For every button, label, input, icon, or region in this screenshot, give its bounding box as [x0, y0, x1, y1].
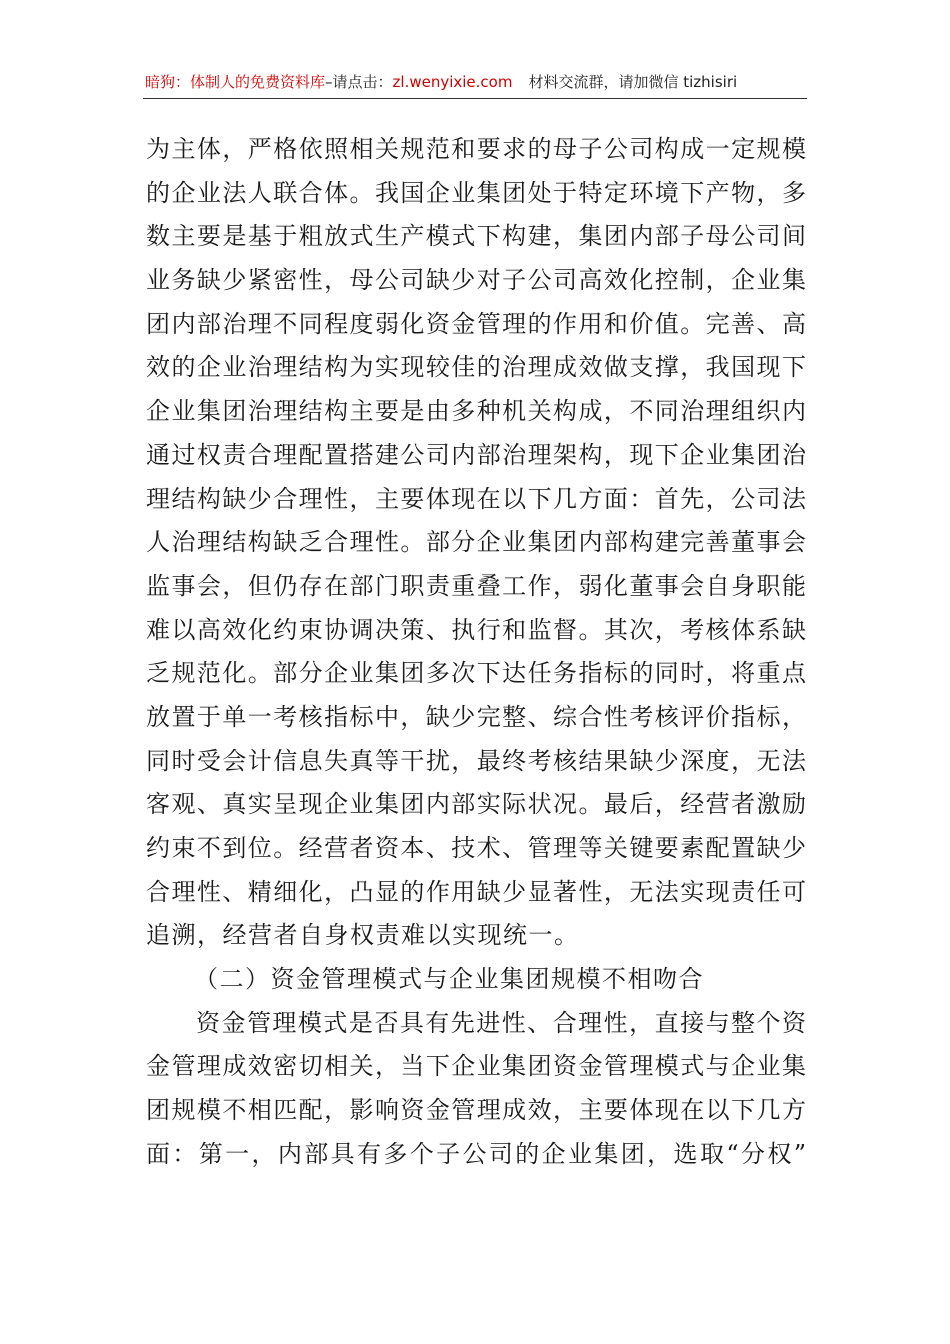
site-name: 暗狗：体制人的免费资料库	[145, 73, 326, 91]
body-line: 乏规范化。部分企业集团多次下达任务指标的同时，将重点	[146, 659, 806, 688]
body-line: 放置于单一考核指标中，缺少完整、综合性考核评价指标，	[146, 702, 806, 731]
click-prompt: –请点击：	[325, 73, 393, 91]
body-line: 同时受会计信息失真等干扰，最终考核结果缺少深度，无法	[146, 746, 806, 775]
body-line: 追溯，经营者自身权责难以实现统一。	[146, 921, 580, 950]
body-line: 客观、真实呈现企业集团内部实际状况。最后，经营者激励	[146, 790, 806, 819]
site-url-link[interactable]: zl.wenyixie.com	[392, 73, 513, 91]
wechat-note: 材料交流群，请加微信 tizhisiri	[528, 73, 738, 91]
document-body	[146, 128, 806, 1177]
section-heading: （二）资金管理模式与企业集团规模不相吻合	[194, 965, 704, 994]
body-line: 监事会，但仍存在部门职责重叠工作，弱化董事会自身职能	[146, 571, 806, 600]
body-line: 资金管理模式是否具有先进性、合理性，直接与整个资	[196, 1008, 806, 1037]
body-line: 合理性、精细化，凸显的作用缺少显著性，无法实现责任可	[146, 877, 806, 906]
page-header	[145, 68, 805, 96]
body-line: 通过权责合理配置搭建公司内部治理架构，现下企业集团治	[146, 440, 806, 469]
body-line: 人治理结构缺乏合理性。部分企业集团内部构建完善董事会	[146, 528, 806, 557]
body-line: 面：第一，内部具有多个子公司的企业集团，选取“分权”	[146, 1139, 806, 1168]
body-line: 为主体，严格依照相关规范和要求的母子公司构成一定规模	[146, 135, 806, 163]
header-divider	[143, 98, 807, 99]
body-line: 的企业法人联合体。我国企业集团处于特定环境下产物，多	[146, 178, 806, 207]
body-line: 业务缺少紧密性，母公司缺少对子公司高效化控制，企业集	[146, 266, 806, 295]
body-line: 难以高效化约束协调决策、执行和监督。其次，考核体系缺	[146, 615, 806, 644]
body-line: 团规模不相匹配，影响资金管理成效，主要体现在以下几方	[146, 1096, 806, 1125]
body-line: 企业集团治理结构主要是由多种机关构成，不同治理组织内	[146, 397, 806, 426]
body-line: 数主要是基于粗放式生产模式下构建，集团内部子母公司间	[146, 222, 806, 251]
body-line: 理结构缺少合理性，主要体现在以下几方面：首先，公司法	[146, 484, 806, 513]
body-line: 金管理成效密切相关，当下企业集团资金管理模式与企业集	[146, 1052, 806, 1081]
body-line: 效的企业治理结构为实现较佳的治理成效做支撑，我国现下	[146, 353, 806, 382]
body-line: 团内部治理不同程度弱化资金管理的作用和价值。完善、高	[146, 309, 806, 338]
body-line: 约束不到位。经营者资本、技术、管理等关键要素配置缺少	[146, 834, 806, 862]
